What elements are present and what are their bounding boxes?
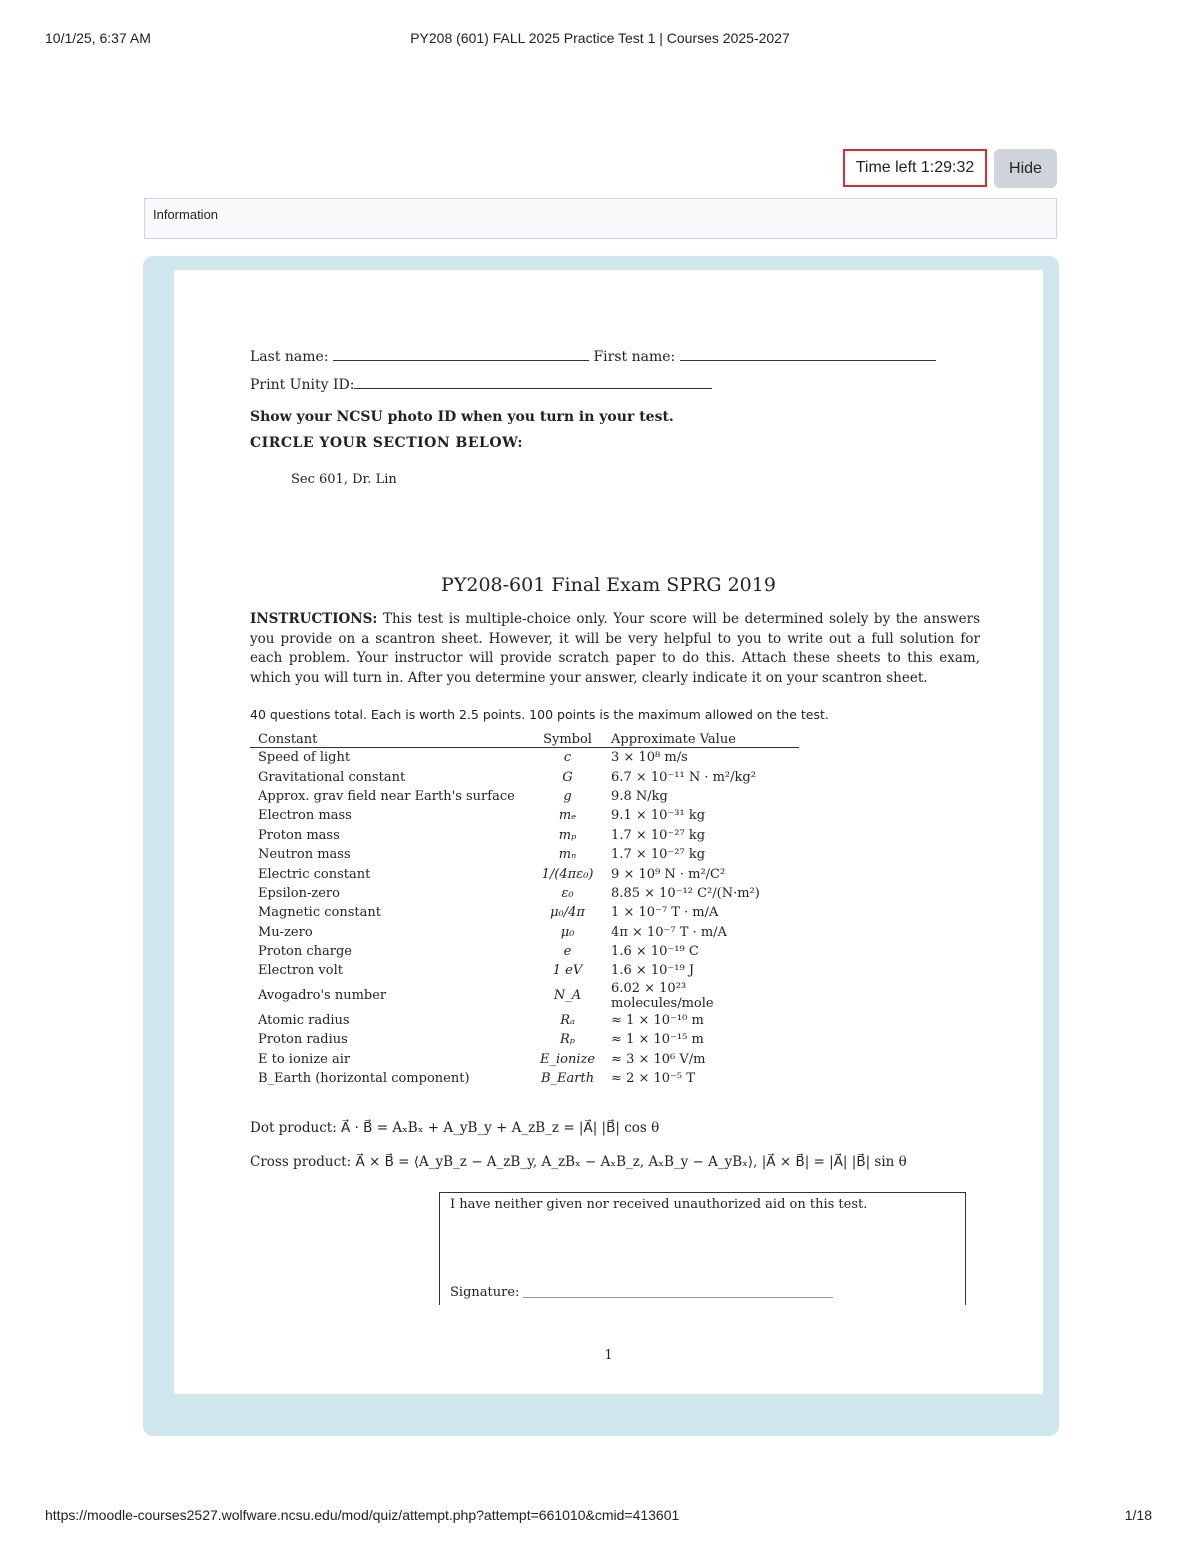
instructions-text: This test is multiple-choice only. Your score will be determined solely by the answers you provide on a scantron sheet. However, it will be very helpful to you to write out a full solution for each problem. Your instructor will provide scratch paper to do this. Attach these sheets to this exam, which you will turn in. After you determine your answer, clearly indicate it on your scantron sheet.	[250, 611, 980, 686]
constant-symbol: g	[563, 788, 572, 804]
constant-symbol: e	[563, 944, 572, 960]
hide-timer-button[interactable]: Hide	[994, 149, 1057, 188]
cross-product-formula: Cross product: A⃗ × B⃗ = ⟨A_yB_z − A_zB_y, A_zBₓ − AₓB_z, AₓB_y − A_yBₓ⟩, |A⃗ × B⃗| = |A⃗| |B⃗| sin θ	[250, 1154, 907, 1170]
constant-row	[250, 1011, 799, 1030]
constant-row	[250, 961, 799, 980]
instructions	[250, 610, 980, 688]
constant-value: 6.7 × 10⁻¹¹ N · m²/kg²	[611, 769, 756, 785]
last-name-field	[250, 348, 936, 365]
constant-symbol: 1 eV	[552, 963, 583, 979]
unity-id-line	[354, 376, 712, 389]
show-id-notice: Show your NCSU photo ID when you turn in your test.	[250, 409, 674, 425]
constant-value: 1.7 × 10⁻²⁷ kg	[611, 847, 706, 863]
honor-pledge-text: I have neither given nor received unauthorized aid on this test.	[450, 1197, 868, 1212]
constant-row	[250, 787, 799, 806]
last-name-line	[333, 348, 589, 361]
constant-row	[250, 1049, 799, 1068]
constant-name: Proton charge	[258, 944, 352, 960]
col-header-constant: Constant	[250, 732, 532, 748]
information-header	[144, 198, 1057, 239]
constant-symbol: Rₚ	[560, 1032, 576, 1048]
constant-value: 4π × 10⁻⁷ T · m/A	[611, 924, 727, 940]
constant-symbol: mₚ	[558, 827, 577, 843]
constant-value: 3 × 10⁸ m/s	[611, 750, 688, 766]
constant-row	[250, 942, 799, 961]
constant-row	[250, 748, 799, 768]
constant-value: ≈ 3 × 10⁶ V/m	[611, 1051, 706, 1067]
constants-table	[250, 732, 799, 1088]
constant-name: Electron mass	[258, 808, 352, 824]
col-header-value: Approximate Value	[603, 732, 799, 748]
constant-symbol: E_ionize	[540, 1051, 596, 1067]
questions-note: 40 questions total. Each is worth 2.5 points. 100 points is the maximum allowed on the test.	[250, 707, 829, 722]
constant-name: Avogadro's number	[258, 988, 387, 1004]
constant-symbol: ε₀	[561, 885, 574, 901]
constants-body	[250, 748, 799, 1089]
constant-value: 9.1 × 10⁻³¹ kg	[611, 808, 706, 824]
constants-header-row	[250, 732, 799, 748]
constant-value: 6.02 × 10²³ molecules/mole	[611, 980, 714, 1011]
exam-page-image	[174, 270, 1043, 1394]
first-name-label: First name:	[593, 349, 676, 365]
section-option: Sec 601, Dr. Lin	[291, 472, 397, 487]
constant-row	[250, 903, 799, 922]
signature-label: Signature:	[450, 1285, 520, 1300]
dot-product-formula: Dot product: A⃗ · B⃗ = AₓBₓ + A_yB_y + A_zB_z = |A⃗| |B⃗| cos θ	[250, 1120, 660, 1136]
instructions-label: INSTRUCTIONS:	[250, 611, 378, 627]
constant-name: Proton mass	[258, 827, 340, 843]
print-page-count: 1/18	[1124, 1507, 1152, 1523]
constant-name: B_Earth (horizontal component)	[258, 1071, 470, 1087]
constant-symbol: μ₀	[560, 924, 575, 940]
constant-row	[250, 864, 799, 883]
constant-name: Electric constant	[258, 866, 371, 882]
constant-symbol: mₑ	[558, 808, 577, 824]
constant-row	[250, 767, 799, 786]
constant-value: ≈ 1 × 10⁻¹⁵ m	[611, 1032, 704, 1048]
constant-value: 1.7 × 10⁻²⁷ kg	[611, 827, 706, 843]
constant-symbol: mₙ	[558, 847, 577, 863]
constant-name: Approx. grav field near Earth's surface	[258, 788, 515, 804]
constant-row	[250, 1069, 799, 1088]
constant-name: Mu-zero	[258, 924, 313, 940]
constant-name: Epsilon-zero	[258, 885, 340, 901]
constant-name: Proton radius	[258, 1032, 348, 1048]
constant-value: ≈ 1 × 10⁻¹⁰ m	[611, 1012, 704, 1028]
exam-page-number: 1	[604, 1348, 613, 1363]
col-header-symbol: Symbol	[532, 732, 603, 748]
constant-value: ≈ 2 × 10⁻⁵ T	[611, 1071, 695, 1087]
constant-value: 1.6 × 10⁻¹⁹ J	[611, 963, 695, 979]
constant-name: Magnetic constant	[258, 905, 381, 921]
constant-row	[250, 884, 799, 903]
constant-row	[250, 981, 799, 1011]
constant-symbol: N_A	[553, 988, 582, 1004]
constant-symbol: B_Earth	[540, 1071, 595, 1087]
constant-row	[250, 845, 799, 864]
constant-row	[250, 806, 799, 825]
constant-value: 9.8 N/kg	[611, 788, 668, 804]
constant-symbol: Rₐ	[560, 1012, 575, 1028]
constant-row	[250, 826, 799, 845]
constant-symbol: c	[563, 750, 572, 766]
print-datetime: 10/1/25, 6:37 AM	[45, 30, 151, 46]
constant-value: 1.6 × 10⁻¹⁹ C	[611, 944, 699, 960]
constant-name: Neutron mass	[258, 847, 351, 863]
constant-name: Electron volt	[258, 963, 343, 979]
constant-symbol: G	[562, 769, 573, 785]
first-name-line	[680, 348, 936, 361]
constant-name: Gravitational constant	[258, 769, 406, 785]
print-url: https://moodle-courses2527.wolfware.ncsu.edu/mod/quiz/attempt.php?attempt=661010&cmid=413601	[45, 1507, 680, 1523]
constant-value: 8.85 × 10⁻¹² C²/(N·m²)	[611, 885, 760, 901]
unity-id-label: Print Unity ID:	[250, 377, 355, 393]
signature-line	[523, 1297, 833, 1298]
exam-title: PY208-601 Final Exam SPRG 2019	[441, 574, 776, 596]
constant-name: Speed of light	[258, 750, 351, 766]
unity-id-field	[250, 376, 712, 393]
information-label: Information	[153, 207, 219, 222]
quiz-timer: Time left 1:29:32	[843, 149, 987, 187]
constant-symbol: μ₀/4π	[550, 905, 585, 921]
constant-value: 1 × 10⁻⁷ T · m/A	[611, 905, 719, 921]
constant-row	[250, 923, 799, 942]
constant-row	[250, 1030, 799, 1049]
constant-name: E to ionize air	[258, 1051, 351, 1067]
circle-section-heading: CIRCLE YOUR SECTION BELOW:	[250, 435, 524, 451]
honor-pledge-box	[439, 1192, 966, 1305]
constant-name: Atomic radius	[258, 1012, 350, 1028]
last-name-label: Last name:	[250, 349, 329, 365]
constant-value: 9 × 10⁹ N · m²/C²	[611, 866, 726, 882]
constant-symbol: 1/(4πε₀)	[541, 866, 594, 882]
print-page-title: PY208 (601) FALL 2025 Practice Test 1 | Courses 2025-2027	[410, 30, 790, 46]
